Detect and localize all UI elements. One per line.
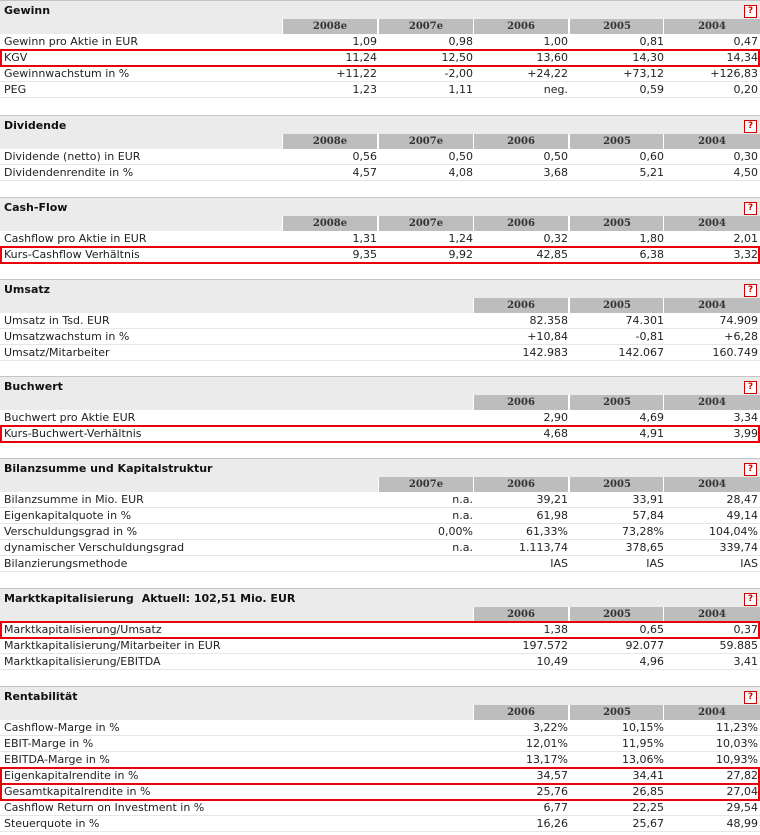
row-value: +11,22	[336, 67, 377, 80]
row-value: 1,80	[639, 232, 664, 245]
row-value: 4,68	[543, 427, 568, 440]
row-value: 59.885	[719, 639, 758, 652]
section-title-text: Bilanzsumme und Kapitalstruktur	[4, 462, 213, 475]
row-value: 82.358	[529, 314, 568, 327]
column-header: 2006	[473, 19, 568, 34]
row-label: Gewinn pro Aktie in EUR	[4, 35, 138, 48]
column-header: 2006	[473, 395, 568, 410]
column-header: 2005	[569, 298, 664, 313]
section-title-text: Buchwert	[4, 380, 63, 393]
column-header: 2008e	[282, 19, 377, 34]
section-bilanz	[0, 458, 760, 572]
column-header-row	[0, 134, 760, 149]
row-value: 0,30	[733, 150, 758, 163]
row-value: 33,91	[632, 493, 664, 506]
table-row	[0, 638, 760, 654]
row-label: KGV	[4, 51, 28, 64]
row-value: 142.983	[522, 346, 568, 359]
section-header	[0, 0, 760, 19]
row-value: 1,31	[352, 232, 377, 245]
row-label: EBIT-Marge in %	[4, 737, 94, 750]
section-header	[0, 588, 760, 607]
column-header: 2004	[663, 216, 760, 231]
row-value: 92.077	[625, 639, 664, 652]
row-value: 25,67	[632, 817, 664, 830]
row-value: 3,22%	[533, 721, 568, 734]
column-header-spacer	[0, 134, 282, 149]
help-icon[interactable]: ?	[744, 593, 757, 606]
row-value: 13,06%	[622, 753, 664, 766]
table-row	[0, 410, 760, 426]
column-header: 2006	[473, 216, 568, 231]
section-header	[0, 197, 760, 216]
table-row	[0, 345, 760, 361]
row-value: 104,04%	[709, 525, 758, 538]
table-row	[0, 231, 760, 247]
table-row	[0, 50, 760, 66]
row-value: 1,09	[352, 35, 377, 48]
row-value: 6,77	[543, 801, 568, 814]
column-header: 2006	[473, 705, 568, 720]
row-value: 0,98	[448, 35, 473, 48]
row-value: 160.749	[712, 346, 758, 359]
row-value: 4,57	[352, 166, 377, 179]
section-rentabilitaet	[0, 686, 760, 832]
row-label: Eigenkapitalquote in %	[4, 509, 132, 522]
row-value: 16,26	[536, 817, 568, 830]
row-label: dynamischer Verschuldungsgrad	[4, 541, 185, 554]
row-value: 197.572	[522, 639, 568, 652]
row-value: 339,74	[719, 541, 758, 554]
column-header-spacer	[0, 395, 473, 410]
row-label: Cashflow Return on Investment in %	[4, 801, 205, 814]
row-value: +73,12	[623, 67, 664, 80]
row-value: 28,47	[726, 493, 758, 506]
section-title-text: Umsatz	[4, 283, 51, 296]
table-row	[0, 816, 760, 832]
row-value: neg.	[543, 83, 568, 96]
section-cashflow	[0, 197, 760, 263]
row-value: 9,35	[352, 248, 377, 261]
section-title-text: Cash-Flow	[4, 201, 68, 214]
row-value: 2,90	[543, 411, 568, 424]
row-value: IAS	[550, 557, 568, 570]
row-label: Marktkapitalisierung/Umsatz	[4, 623, 162, 636]
row-value: 0,00%	[438, 525, 473, 538]
row-value: 9,92	[448, 248, 473, 261]
row-label: Umsatzwachstum in %	[4, 330, 130, 343]
row-label: Bilanzierungsmethode	[4, 557, 128, 570]
row-value: 5,21	[639, 166, 664, 179]
row-value: 10,03%	[716, 737, 758, 750]
column-header-spacer	[0, 216, 282, 231]
row-value: n.a.	[452, 541, 473, 554]
section-header	[0, 458, 760, 477]
table-row	[0, 82, 760, 98]
row-value: IAS	[646, 557, 664, 570]
help-icon[interactable]: ?	[744, 5, 757, 18]
help-icon[interactable]: ?	[744, 202, 757, 215]
row-value: 61,98	[536, 509, 568, 522]
row-value: 13,17%	[526, 753, 568, 766]
row-value: 3,68	[543, 166, 568, 179]
table-row	[0, 34, 760, 50]
row-value: -2,00	[444, 67, 473, 80]
row-value: 29,54	[726, 801, 758, 814]
row-label: Kurs-Cashflow Verhältnis	[4, 248, 140, 261]
column-header: 2005	[569, 477, 664, 492]
table-row	[0, 622, 760, 638]
column-header: 2004	[663, 477, 760, 492]
row-value: 22,25	[632, 801, 664, 814]
row-value: 73,28%	[622, 525, 664, 538]
help-icon[interactable]: ?	[744, 381, 757, 394]
section-buchwert	[0, 376, 760, 442]
row-label: Cashflow pro Aktie in EUR	[4, 232, 147, 245]
row-value: 0,60	[639, 150, 664, 163]
column-header: 2007e	[378, 19, 473, 34]
section-marktkap	[0, 588, 760, 670]
section-title	[4, 380, 63, 393]
column-header-row	[0, 216, 760, 231]
row-value: 0,32	[543, 232, 568, 245]
row-value: 61,33%	[526, 525, 568, 538]
table-row	[0, 556, 760, 572]
row-value: 1,38	[543, 623, 568, 636]
row-value: 4,50	[733, 166, 758, 179]
column-header: 2007e	[378, 216, 473, 231]
row-value: 57,84	[632, 509, 664, 522]
row-value: +126,83	[710, 67, 758, 80]
row-value: 3,41	[733, 655, 758, 668]
column-header-spacer	[0, 705, 473, 720]
row-label: Verschuldungsgrad in %	[4, 525, 138, 538]
help-icon[interactable]: ?	[744, 463, 757, 476]
row-value: 2,01	[733, 232, 758, 245]
help-icon[interactable]: ?	[744, 120, 757, 133]
column-header-row	[0, 395, 760, 410]
table-row	[0, 165, 760, 181]
row-label: Umsatz in Tsd. EUR	[4, 314, 110, 327]
section-title-extra: Aktuell: 102,51 Mio. EUR	[141, 592, 296, 605]
row-value: 27,82	[726, 769, 758, 782]
row-value: 27,04	[726, 785, 758, 798]
table-row	[0, 149, 760, 165]
section-header	[0, 279, 760, 298]
column-header: 2004	[663, 705, 760, 720]
row-value: 0,37	[733, 623, 758, 636]
row-value: 1.113,74	[519, 541, 568, 554]
row-value: 12,01%	[526, 737, 568, 750]
column-header-row	[0, 298, 760, 313]
row-label: Bilanzsumme in Mio. EUR	[4, 493, 144, 506]
section-header	[0, 686, 760, 705]
row-label: Buchwert pro Aktie EUR	[4, 411, 136, 424]
section-title-text: Rentabilität	[4, 690, 78, 703]
table-row	[0, 492, 760, 508]
section-umsatz	[0, 279, 760, 361]
row-value: 0,56	[352, 150, 377, 163]
column-header: 2004	[663, 134, 760, 149]
table-row	[0, 736, 760, 752]
row-value: 378,65	[625, 541, 664, 554]
row-value: -0,81	[635, 330, 664, 343]
column-header: 2004	[663, 395, 760, 410]
row-value: n.a.	[452, 493, 473, 506]
row-value: 34,57	[536, 769, 568, 782]
row-value: 3,32	[733, 248, 758, 261]
row-value: +10,84	[527, 330, 568, 343]
column-header: 2004	[663, 298, 760, 313]
section-title-text: Dividende	[4, 119, 67, 132]
row-value: 42,85	[536, 248, 568, 261]
table-row	[0, 508, 760, 524]
row-label: Marktkapitalisierung/EBITDA	[4, 655, 161, 668]
column-header: 2006	[473, 607, 568, 622]
row-label: Cashflow-Marge in %	[4, 721, 120, 734]
table-row	[0, 800, 760, 816]
row-label: Gewinnwachstum in %	[4, 67, 130, 80]
row-value: +24,22	[527, 67, 568, 80]
column-header: 2008e	[282, 216, 377, 231]
column-header: 2005	[569, 134, 664, 149]
table-row	[0, 752, 760, 768]
section-title-text: Marktkapitalisierung	[4, 592, 134, 605]
section-gewinn	[0, 0, 760, 98]
row-value: 6,38	[639, 248, 664, 261]
table-row	[0, 313, 760, 329]
row-value: 74.301	[625, 314, 664, 327]
row-value: 4,91	[639, 427, 664, 440]
table-row	[0, 768, 760, 784]
column-header: 2008e	[282, 134, 377, 149]
row-value: 4,08	[448, 166, 473, 179]
section-title	[4, 119, 66, 132]
table-row	[0, 654, 760, 670]
row-value: 142.067	[618, 346, 664, 359]
column-header: 2005	[569, 19, 664, 34]
section-title	[4, 201, 67, 214]
row-value: 3,34	[733, 411, 758, 424]
row-value: 0,59	[639, 83, 664, 96]
row-label: Umsatz/Mitarbeiter	[4, 346, 110, 359]
column-header: 2004	[663, 607, 760, 622]
row-value: 10,49	[536, 655, 568, 668]
table-row	[0, 329, 760, 345]
row-value: 0,50	[543, 150, 568, 163]
column-header: 2005	[569, 607, 664, 622]
section-dividende	[0, 115, 760, 181]
row-value: 11,95%	[622, 737, 664, 750]
column-header: 2005	[569, 705, 664, 720]
column-header: 2004	[663, 19, 760, 34]
table-row	[0, 540, 760, 556]
column-header: 2007e	[378, 134, 473, 149]
row-label: Dividende (netto) in EUR	[4, 150, 141, 163]
row-value: 0,47	[733, 35, 758, 48]
row-value: n.a.	[452, 509, 473, 522]
row-label: Gesamtkapitalrendite in %	[4, 785, 151, 798]
section-title	[4, 592, 295, 605]
column-header: 2006	[473, 298, 568, 313]
row-value: 26,85	[632, 785, 664, 798]
row-value: 10,15%	[622, 721, 664, 734]
column-header-spacer	[0, 298, 473, 313]
help-icon[interactable]: ?	[744, 691, 757, 704]
row-value: 34,41	[632, 769, 664, 782]
row-value: 39,21	[536, 493, 568, 506]
row-value: 1,23	[352, 83, 377, 96]
row-value: 0,50	[448, 150, 473, 163]
section-title	[4, 462, 212, 475]
row-label: Marktkapitalisierung/Mitarbeiter in EUR	[4, 639, 221, 652]
row-label: PEG	[4, 83, 27, 96]
row-label: Dividendenrendite in %	[4, 166, 134, 179]
table-row	[0, 524, 760, 540]
table-row	[0, 720, 760, 736]
section-header	[0, 376, 760, 395]
row-value: 49,14	[726, 509, 758, 522]
column-header-spacer	[0, 19, 282, 34]
row-value: 4,69	[639, 411, 664, 424]
row-label: EBITDA-Marge in %	[4, 753, 110, 766]
column-header-row	[0, 705, 760, 720]
column-header-spacer	[0, 477, 378, 492]
row-label: Eigenkapitalrendite in %	[4, 769, 139, 782]
section-header	[0, 115, 760, 134]
row-value: 14,34	[726, 51, 758, 64]
row-value: +6,28	[724, 330, 758, 343]
help-icon[interactable]: ?	[744, 284, 757, 297]
column-header: 2005	[569, 216, 664, 231]
column-header-row	[0, 19, 760, 34]
section-title	[4, 4, 50, 17]
row-value: 3,99	[733, 427, 758, 440]
row-value: 25,76	[536, 785, 568, 798]
column-header: 2006	[473, 477, 568, 492]
table-row	[0, 426, 760, 442]
row-value: 10,93%	[716, 753, 758, 766]
column-header-row	[0, 607, 760, 622]
table-row	[0, 784, 760, 800]
row-value: 1,00	[543, 35, 568, 48]
row-label: Steuerquote in %	[4, 817, 100, 830]
row-value: IAS	[740, 557, 758, 570]
section-title-text: Gewinn	[4, 4, 51, 17]
row-value: 1,24	[448, 232, 473, 245]
row-value: 1,11	[448, 83, 473, 96]
row-value: 74.909	[719, 314, 758, 327]
section-title	[4, 283, 50, 296]
row-value: 12,50	[441, 51, 473, 64]
column-header: 2007e	[378, 477, 473, 492]
section-title	[4, 690, 78, 703]
table-row	[0, 66, 760, 82]
row-label: Kurs-Buchwert-Verhältnis	[4, 427, 142, 440]
column-header-spacer	[0, 607, 473, 622]
row-value: 11,24	[345, 51, 377, 64]
row-value: 0,20	[733, 83, 758, 96]
column-header-row	[0, 477, 760, 492]
row-value: 14,30	[632, 51, 664, 64]
column-header: 2005	[569, 395, 664, 410]
column-header: 2006	[473, 134, 568, 149]
row-value: 48,99	[726, 817, 758, 830]
table-row	[0, 247, 760, 263]
row-value: 11,23%	[716, 721, 758, 734]
row-value: 0,81	[639, 35, 664, 48]
row-value: 13,60	[536, 51, 568, 64]
row-value: 4,96	[639, 655, 664, 668]
row-value: 0,65	[639, 623, 664, 636]
